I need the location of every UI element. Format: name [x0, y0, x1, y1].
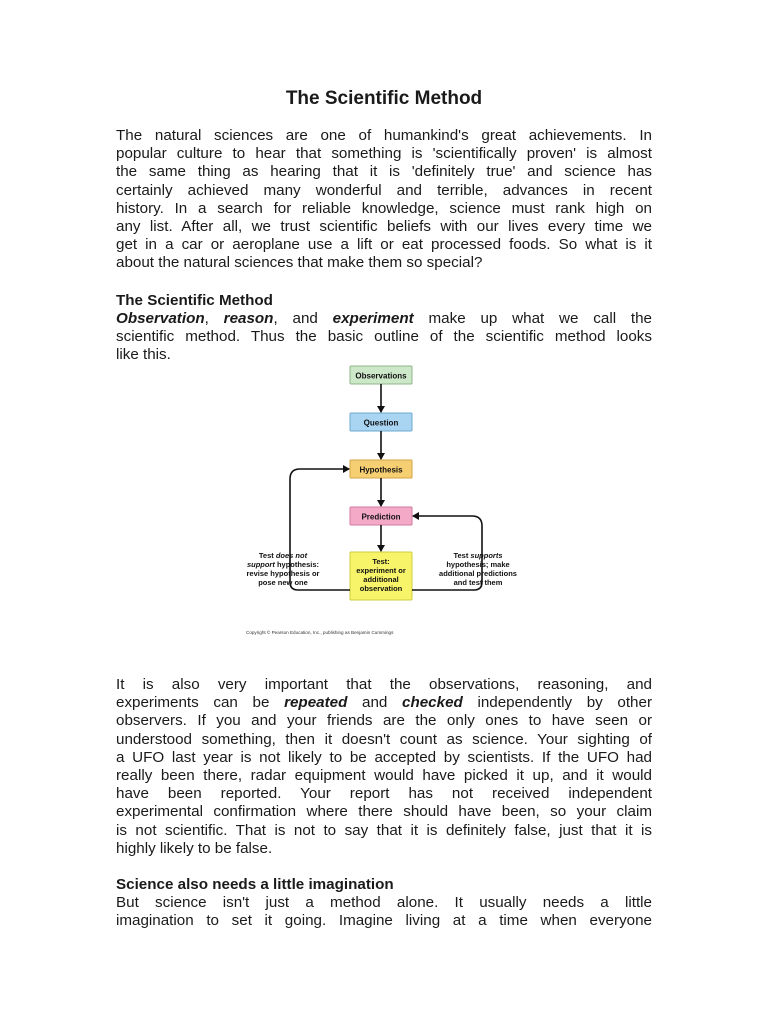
term-repeated: repeated	[284, 694, 348, 712]
text-line: highly likely to be false.	[116, 839, 273, 857]
text-fragment: experiments can be	[116, 694, 285, 712]
left-loop-label: revise hypothesis or	[246, 569, 320, 578]
text-line: about the natural sciences that make them so special?	[116, 254, 483, 272]
label-fragment: support	[246, 560, 275, 569]
text-line: any list. After all, we trust scientific beliefs with our lives every time we	[116, 218, 652, 236]
text-line	[116, 310, 652, 328]
label-fragment: Test	[453, 551, 471, 560]
term-reason: reason	[223, 310, 274, 327]
left-loop-label	[259, 551, 308, 560]
text-line: really been there, radar equipment would have picked it up, and it would	[116, 767, 652, 785]
text-line: like this.	[116, 346, 171, 364]
text-line: observers. If you and your friends are the only ones to have seen or	[116, 712, 652, 730]
text-line: imagination to set it going. Imagine living at a time when everyone	[116, 912, 652, 930]
label-fragment: does not	[275, 551, 308, 560]
intro-paragraph	[116, 127, 652, 273]
term-checked: checked	[402, 694, 463, 712]
text-line	[116, 694, 652, 712]
text-fragment: make up what we call the	[413, 310, 652, 327]
text-line: history. In a search for reliable knowledge, science must rank high on	[116, 199, 652, 217]
text-line: It is also very important that the observations, reasoning, and	[116, 676, 652, 693]
node-prediction-label: Prediction	[361, 512, 401, 522]
right-loop-label: and test them	[453, 578, 503, 587]
imagination-paragraph	[116, 894, 652, 930]
left-loop-label: pose new one	[258, 578, 308, 587]
text-line: get in a car or aeroplane use a lift or eat processed foods. So what is it	[116, 236, 652, 254]
text-fragment: independently by other	[462, 694, 652, 712]
node-hypothesis-label: Hypothesis	[359, 465, 403, 475]
text-line: scientific method. Thus the basic outline of the scientific method looks	[116, 328, 652, 346]
label-fragment: hypothesis:	[274, 560, 320, 569]
page-title: The Scientific Method	[285, 88, 483, 109]
text-fragment: and	[347, 694, 403, 712]
text-line: a UFO last year is not likely to be accepted by scientists. If the UFO had	[116, 748, 652, 766]
text-fragment: , and	[273, 310, 333, 327]
label-fragment: supports	[470, 551, 503, 560]
text-line: the same thing as hearing that it is 'definitely true' and science has	[116, 163, 652, 181]
scientific-method-diagram	[246, 362, 536, 642]
method-paragraph	[116, 310, 652, 365]
text-line: popular culture to hear that something is 'scientifically proven' is almost	[116, 145, 652, 163]
node-observations-label: Observations	[355, 371, 407, 381]
term-observation: Observation	[116, 310, 205, 327]
node-question-label: Question	[363, 418, 399, 428]
text-line: The natural sciences are one of humankind's great achievements. In	[116, 127, 652, 144]
text-line: But science isn't just a method alone. It usually needs a little	[116, 894, 652, 911]
section-heading-scientific-method: The Scientific Method	[116, 292, 273, 309]
label-fragment: Test	[258, 551, 276, 560]
section-heading-imagination: Science also needs a little imagination	[116, 876, 394, 893]
node-test-label: experiment or	[356, 566, 406, 575]
text-line: certainly achieved many wonderful and terrible, advances in recent	[116, 181, 652, 199]
right-loop-label: additional predictions	[439, 569, 517, 578]
right-loop-label	[453, 551, 502, 560]
node-test-label: Test:	[372, 557, 390, 566]
diagram-copyright: Copyright © Pearson Education, Inc., publishing as Benjamin Cummings	[246, 630, 394, 635]
text-fragment: ,	[204, 310, 224, 327]
left-loop-label	[247, 560, 319, 569]
verification-paragraph	[116, 676, 652, 858]
text-line: have been reported. Your report has not received independent	[116, 785, 652, 803]
node-test-label: observation	[359, 584, 403, 593]
text-line: is not scientific. That is not to say that it is definitely false, just that it is	[116, 821, 652, 839]
node-test-label: additional	[363, 575, 399, 584]
text-line: understood something, then it doesn't count as science. Your sighting of	[116, 730, 652, 748]
term-experiment: experiment	[332, 310, 414, 327]
right-loop-label: hypothesis; make	[446, 560, 510, 569]
text-line: experimental confirmation where there should have been, so your claim	[116, 803, 652, 821]
